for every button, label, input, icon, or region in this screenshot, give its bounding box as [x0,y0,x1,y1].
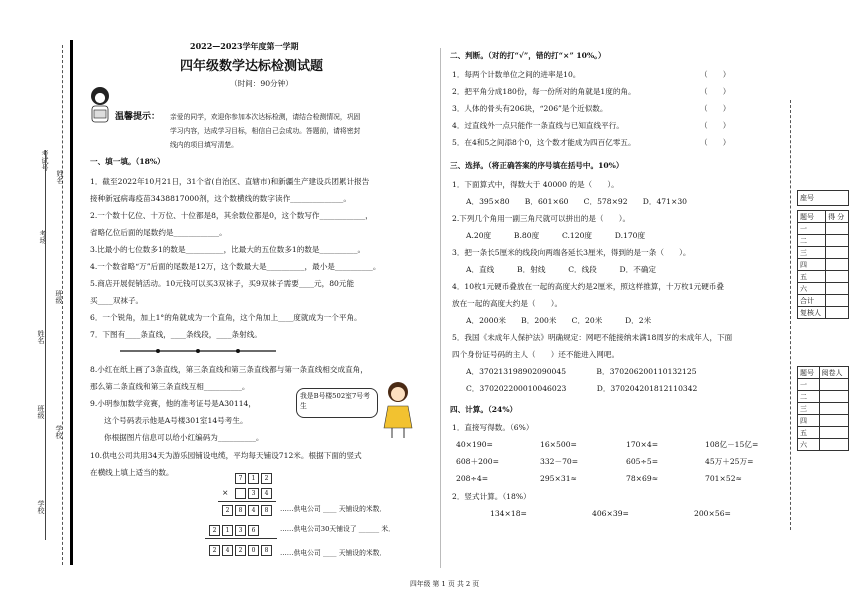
grader-cell[interactable] [819,403,848,415]
binding-bar [70,40,73,565]
calc-label-2: ……供电公司30天铺设了 ______ 米． [280,525,395,533]
row-label: 四 [798,415,820,427]
calc-digit: 2 [261,473,272,484]
row-label: 一 [798,379,820,391]
speech-text: 我是B号楼502室7号考生 [300,392,370,410]
calc-item: 208÷4= [456,474,489,483]
seal-line [62,45,63,565]
tip-text-3: 线内的项目填写清楚。 [170,141,238,149]
s4-sub1: 1．直接写得数。（6%） [452,423,534,432]
score-cell[interactable] [826,283,849,295]
calc-label-3: ……供电公司 ____ 天铺设的米数． [280,549,387,557]
calc-item: 45万＋25万= [705,457,754,466]
answer-paren[interactable]: （ ） [700,138,731,147]
grader-cell[interactable] [819,379,848,391]
s4-sub2: 2．竖式计算。（18%） [452,492,531,501]
s1-line-4: 省略亿位后面的尾数约是____________。 [90,228,227,237]
score-cell[interactable] [826,235,849,247]
s1-line-3: 2.一个数十亿位、十万位、十位都是8，其余数位都是0，这个数写作____________， [90,211,373,220]
col-header: 阅卷人 [819,367,848,379]
calc-digit: 3 [235,525,246,536]
grader-cell[interactable] [819,439,848,451]
s1-line-2: 接种新冠病毒疫苗3438817000剂，这个数横线的数字读作______________。 [90,194,351,203]
score-cell[interactable] [826,271,849,283]
calc-item: 332－70= [540,457,579,466]
calc-digit: 6 [248,525,259,536]
row-label: 二 [798,235,826,247]
row-label: 合计 [798,295,826,307]
row-label: 三 [798,403,820,415]
grader-cell[interactable] [819,427,848,439]
calc-digit [235,488,246,499]
row-label: 三 [798,247,826,259]
calc-digit: 7 [235,473,246,484]
calc-digit: 8 [261,545,272,556]
field-room: 考场 [39,230,47,244]
calc-digit: 2 [235,545,246,556]
tip-text-1: 亲爱的同学，欢迎你参加本次达标检测，请结合检测情况，巩固 [170,113,361,121]
column-divider [440,48,441,568]
section3-title: 三、选择。（将正确答案的序号填在括号中。10%） [450,161,624,170]
section1-title: 一、填一填。（18%） [90,157,165,166]
s2-item-3: 3．人体的骨头有206块，“206”是个近似数。 [452,104,608,113]
calc-digit: 2 [209,545,220,556]
calc-item: 608＋200= [456,457,499,466]
s2-item-4: 4．过直线外一点只能作一条直线与已知直线平行。 [452,121,624,130]
s1-line-13: 9.小明参加数学竞赛，他的准考证号是A30114， [90,399,256,408]
calc-digit: 2 [222,505,233,516]
calc-item: 16×500= [540,440,577,449]
s1-line-9: 6．一个锐角，加上1°的角就成为一个直角，这个角加上____度就成为一个平角。 [90,313,362,322]
s1-line-12: 那么第二条直线和第三条直线互相__________。 [90,382,250,391]
grader-cell[interactable] [819,391,848,403]
answer-paren[interactable]: （ ） [700,87,731,96]
calc-item: 40×190= [456,440,493,449]
score-cell[interactable] [826,247,849,259]
s1-line-8: 买____双袜子。 [90,296,144,305]
s3-q2: 2.下列几个角用一副三角尺就可以拼出的是（ ）。 [452,214,631,223]
s1-line-11: 8.小红在纸上画了3条直线，第三条直线和第三条直线都与第一条直线相交成直角， [90,365,368,374]
score-cell[interactable] [826,307,849,319]
s1-line-17: 在横线上填上适当的数。 [90,468,174,477]
row-label: 二 [798,391,820,403]
answer-paren[interactable]: （ ） [700,121,731,130]
tip-label: 温馨提示： [115,112,161,122]
calc-item: 406×39= [592,509,629,518]
field-school: 学校 [55,425,63,439]
s2-item-5: 5．在4和5之间添8个0，这个数才能成为四百亿零五。 [452,138,636,147]
s1-line-6: 4.一个数省略“万”后面的尾数是12万，这个数最大是__________，最小是__________。 [90,262,381,271]
s1-line-14: 这个号码表示他是A号楼301室14号考生。 [104,416,248,425]
calc-digit: 3 [248,488,259,499]
tip-text-2: 学习内容，达成学习目标，相信自己会成功。答题前，请将密封 [170,127,361,135]
section4-title: 四、计算。（24%） [450,405,518,414]
row-label: 五 [798,271,826,283]
calc-digit: 4 [248,505,259,516]
main-title: 四年级数学达标检测试题 [180,59,324,74]
calc-item: 701×52≈ [705,474,742,483]
s3-q4-opts: A．2000米 B．200米 C．20米 D．2米 [466,316,652,325]
s3-q2-opts: A.20度 B.80度 C.120度 D.170度 [466,231,646,240]
s3-q5a: 5．我国《未成年人保护法》明确规定：网吧不能接纳未满18周岁的未成年人，下面 [452,333,733,342]
row-label: 一 [798,223,826,235]
calc-item: 108亿－15亿= [705,440,759,449]
s1-line-7: 5.商店开展促销活动。10元钱可以买3双袜子，买9双袜子需要____元，80元能 [90,279,355,288]
year-title: 2022—2023学年度第一学期 [190,41,299,51]
page-footer: 四年级 第 1 页 共 2 页 [410,580,480,588]
field-name2: 姓名 [37,330,45,344]
s3-q3-opts: A．直线 B．射线 C．线段 D．不确定 [466,265,657,274]
seat-label: 座号 [798,191,849,206]
s1-line-16: 10.供电公司共用34天为游乐园铺设电缆，平均每天铺设712米。根据下面的竖式 [90,451,362,460]
s2-item-2: 2．把平角分成180份，每一份所对的角就是1度的角。 [452,87,636,96]
s3-q1: 1．下面算式中，得数大于 40000 的是（ ）。 [452,180,619,189]
s3-q5b: 四个身份证号码的主人（ ）还不能进入网吧。 [452,350,620,359]
section2-title: 二、判断。（对的打“√”，错的打“×” 10%。） [450,51,606,60]
s2-item-1: 1．每两个计数单位之间的进率是10。 [452,70,581,79]
field-class: 班级 [55,290,63,304]
calc-digit: 1 [248,473,259,484]
calc-rule [205,538,277,539]
calc-item: 134×18= [490,509,527,518]
field-exam-no: 考试号 [41,150,49,171]
calc-digit: 0 [248,545,259,556]
times-sign: × [222,488,229,497]
duration: （时间：90分钟） [230,79,293,88]
calc-rule [218,501,276,502]
s3-q5-opts-1: A．370213198902090045 B．370206200110132125 [466,367,697,376]
field-class2: 班级 [37,405,45,419]
col-header: 得 分 [826,211,849,223]
field-line [45,150,46,540]
row-label: 六 [798,439,820,451]
girl-icon [380,380,416,440]
calc-digit: 8 [261,505,272,516]
s3-q1-opts: A．395×80 B．601×60 C．578×92 D．471×30 [466,197,687,206]
field-name: 姓名 [56,170,64,184]
score-table [797,190,849,319]
row-label: 五 [798,427,820,439]
field-school2: 学校 [37,500,45,514]
s1-line-5: 3.比最小的七位数多1的数是__________，比最大的五位数多1的数是__________。 [90,245,366,254]
s3-q5-opts-2: C．370202200010046023 D．370204201812110342 [466,384,698,393]
score-cell[interactable] [826,259,849,271]
row-label: 四 [798,259,826,271]
col-header: 题号 [798,211,826,223]
grader-cell[interactable] [819,415,848,427]
line-points-figure [118,346,278,356]
calc-digit: 4 [222,545,233,556]
s3-q3: 3．把一条长5厘米的线段向两端各延长3厘米，得到的是一条（ ）。 [452,248,691,257]
calc-label-1: ……供电公司 ____ 天铺设的米数． [280,505,387,513]
calc-item: 605÷5= [626,457,659,466]
s1-line-10: 7．下图有____条直线，____条线段，____条射线。 [90,330,262,339]
score-cell[interactable] [826,223,849,235]
calc-digit: 2 [209,525,220,536]
calc-item: 170×4= [626,440,659,449]
s1-line-15: 你根据图片信息可以给小红编码为__________。 [104,433,264,442]
grader-table [797,366,849,451]
s1-line-1: 1．截至2022年10月21日，31个省(自治区、直辖市)和新疆生产建设兵团累计报告 [90,177,370,186]
calc-digit: 1 [222,525,233,536]
row-label: 复核人 [798,307,826,319]
right-seal-line [790,100,791,530]
s3-q4b: 放在一起的高度大约是（ ）。 [452,299,563,308]
calc-item: 78×69≈ [626,474,659,483]
calc-item: 295×31≈ [540,474,577,483]
calc-item: 200×56= [694,509,731,518]
student-reading-icon [86,86,114,126]
calc-digit: 4 [261,488,272,499]
col-header: 题号 [798,367,820,379]
answer-paren[interactable]: （ ） [700,70,731,79]
calc-digit: 8 [235,505,246,516]
score-cell[interactable] [826,295,849,307]
row-label: 六 [798,283,826,295]
s3-q4a: 4．10枚1元硬币叠放在一起的高度大约是2厘米，照这样推算，十万枚1元硬币叠 [452,282,724,291]
speech-bubble [296,388,378,418]
answer-paren[interactable]: （ ） [700,104,731,113]
